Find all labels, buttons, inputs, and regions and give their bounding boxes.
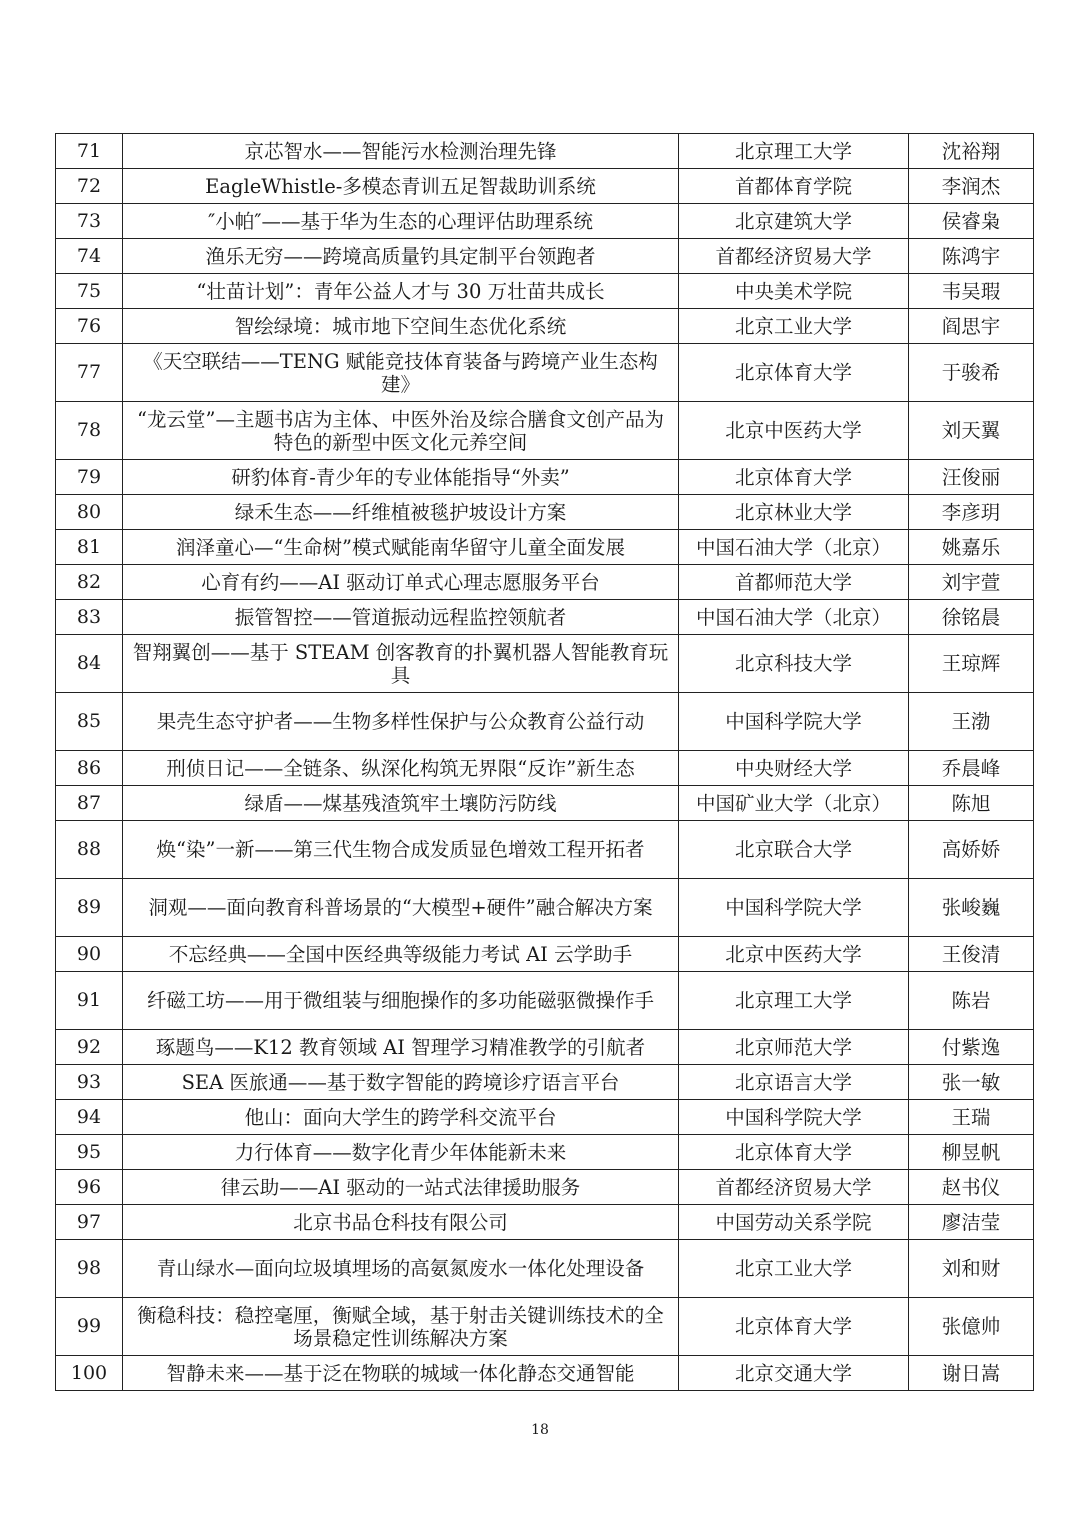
project-name: 绿盾——煤基残渣筑牢土壤防污防线 [123,786,679,821]
school-name: 北京理工大学 [679,134,909,169]
leader-name: 赵书仪 [909,1170,1034,1205]
table-row [56,344,1034,402]
school-name: 北京体育大学 [679,1298,909,1356]
project-name: 青山绿水—面向垃圾填埋场的高氨氮废水一体化处理设备 [123,1240,679,1298]
school-name: 首都体育学院 [679,169,909,204]
row-number: 83 [56,600,123,635]
leader-name: 陈岩 [909,972,1034,1030]
table-row [56,495,1034,530]
school-name: 北京体育大学 [679,344,909,402]
school-name: 北京语言大学 [679,1065,909,1100]
project-name: 刑侦日记——全链条、纵深化构筑无界限“反诈”新生态 [123,751,679,786]
leader-name: 廖洁莹 [909,1205,1034,1240]
school-name: 中国科学院大学 [679,879,909,937]
table-row [56,972,1034,1030]
leader-name: 陈旭 [909,786,1034,821]
row-number: 76 [56,309,123,344]
table-row [56,1240,1034,1298]
project-name: 《天空联结——TENG 赋能竞技体育装备与跨境产业生态构建》 [123,344,679,402]
row-number: 97 [56,1205,123,1240]
table-row [56,1030,1034,1065]
project-name: 不忘经典——全国中医经典等级能力考试 AI 云学助手 [123,937,679,972]
project-name: 力行体育——数字化青少年体能新未来 [123,1135,679,1170]
leader-name: 阎思宇 [909,309,1034,344]
project-name: 研豹体育-青少年的专业体能指导“外卖” [123,460,679,495]
school-name: 北京科技大学 [679,635,909,693]
project-name: 京芯智水——智能污水检测治理先锋 [123,134,679,169]
school-name: 北京联合大学 [679,821,909,879]
table-row [56,1356,1034,1391]
table-row [56,879,1034,937]
leader-name: 侯睿枭 [909,204,1034,239]
project-name: 智翔翼创——基于 STEAM 创客教育的扑翼机器人智能教育玩具 [123,635,679,693]
leader-name: 王瑞 [909,1100,1034,1135]
row-number: 78 [56,402,123,460]
school-name: 北京建筑大学 [679,204,909,239]
project-name: EagleWhistle-多模态青训五足智裁助训系统 [123,169,679,204]
school-name: 北京体育大学 [679,460,909,495]
table-row [56,1298,1034,1356]
project-name: 振管智控——管道振动远程监控领航者 [123,600,679,635]
table-row [56,402,1034,460]
school-name: 首都师范大学 [679,565,909,600]
table-row [56,274,1034,309]
table-row [56,460,1034,495]
project-name: 智绘绿境：城市地下空间生态优化系统 [123,309,679,344]
row-number: 81 [56,530,123,565]
table-row [56,1135,1034,1170]
leader-name: 刘和财 [909,1240,1034,1298]
row-number: 82 [56,565,123,600]
row-number: 74 [56,239,123,274]
school-name: 中国劳动关系学院 [679,1205,909,1240]
table-row [56,821,1034,879]
table-row [56,565,1034,600]
table-row [56,1205,1034,1240]
leader-name: 沈裕翔 [909,134,1034,169]
project-name: 智静未来——基于泛在物联的城域一体化静态交通智能 [123,1356,679,1391]
leader-name: 李润杰 [909,169,1034,204]
school-name: 中国矿业大学（北京） [679,786,909,821]
project-name: 渔乐无穷——跨境高质量钓具定制平台领跑者 [123,239,679,274]
table-row [56,693,1034,751]
row-number: 96 [56,1170,123,1205]
row-number: 79 [56,460,123,495]
leader-name: 张峻巍 [909,879,1034,937]
row-number: 71 [56,134,123,169]
leader-name: 徐铭晨 [909,600,1034,635]
table-row [56,204,1034,239]
row-number: 86 [56,751,123,786]
school-name: 北京交通大学 [679,1356,909,1391]
leader-name: 王俊清 [909,937,1034,972]
leader-name: 韦吴瑕 [909,274,1034,309]
school-name: 首都经济贸易大学 [679,239,909,274]
school-name: 北京工业大学 [679,1240,909,1298]
project-name: 琢题鸟——K12 教育领域 AI 智理学习精准教学的引航者 [123,1030,679,1065]
leader-name: 于骏希 [909,344,1034,402]
row-number: 85 [56,693,123,751]
leader-name: 李彦玥 [909,495,1034,530]
leader-name: 汪俊丽 [909,460,1034,495]
project-name: 绿禾生态——纤维植被毯护坡设计方案 [123,495,679,530]
project-name: 润泽童心—“生命树”模式赋能南华留守儿童全面发展 [123,530,679,565]
table-row [56,600,1034,635]
leader-name: 陈鸿宇 [909,239,1034,274]
table-row [56,786,1034,821]
row-number: 77 [56,344,123,402]
row-number: 92 [56,1030,123,1065]
row-number: 91 [56,972,123,1030]
leader-name: 高娇娇 [909,821,1034,879]
row-number: 93 [56,1065,123,1100]
row-number: 80 [56,495,123,530]
leader-name: 付紫逸 [909,1030,1034,1065]
school-name: 北京中医药大学 [679,937,909,972]
school-name: 北京体育大学 [679,1135,909,1170]
leader-name: 刘宇萱 [909,565,1034,600]
table-row [56,530,1034,565]
table-row [56,937,1034,972]
project-name: ″小帕″——基于华为生态的心理评估助理系统 [123,204,679,239]
school-name: 中国石油大学（北京） [679,530,909,565]
school-name: 北京工业大学 [679,309,909,344]
project-name: 纤磁工坊——用于微组装与细胞操作的多功能磁驱微操作手 [123,972,679,1030]
school-name: 北京理工大学 [679,972,909,1030]
project-name: 北京书品仓科技有限公司 [123,1205,679,1240]
row-number: 98 [56,1240,123,1298]
row-number: 94 [56,1100,123,1135]
project-name: “壮苗计划”：青年公益人才与 30 万壮苗共成长 [123,274,679,309]
project-name: 果壳生态守护者——生物多样性保护与公众教育公益行动 [123,693,679,751]
school-name: 首都经济贸易大学 [679,1170,909,1205]
school-name: 中国石油大学（北京） [679,600,909,635]
row-number: 84 [56,635,123,693]
school-name: 中国科学院大学 [679,1100,909,1135]
leader-name: 乔晨峰 [909,751,1034,786]
school-name: 北京中医药大学 [679,402,909,460]
leader-name: 柳昱帆 [909,1135,1034,1170]
leader-name: 张億帅 [909,1298,1034,1356]
table-row [56,134,1034,169]
table-row [56,239,1034,274]
project-name: 他山：面向大学生的跨学科交流平台 [123,1100,679,1135]
school-name: 中国科学院大学 [679,693,909,751]
row-number: 88 [56,821,123,879]
row-number: 87 [56,786,123,821]
page-number: 18 [531,1422,549,1438]
school-name: 中央财经大学 [679,751,909,786]
table-row [56,751,1034,786]
table-row [56,1170,1034,1205]
leader-name: 王琼辉 [909,635,1034,693]
row-number: 90 [56,937,123,972]
school-name: 中央美术学院 [679,274,909,309]
row-number: 95 [56,1135,123,1170]
project-name: 律云助——AI 驱动的一站式法律援助服务 [123,1170,679,1205]
school-name: 北京师范大学 [679,1030,909,1065]
table-row [56,635,1034,693]
table-row [56,309,1034,344]
leader-name: 谢日嵩 [909,1356,1034,1391]
table-row [56,1100,1034,1135]
row-number: 89 [56,879,123,937]
project-name: 衡稳科技：稳控毫厘，衡赋全域，基于射击关键训练技术的全场景稳定性训练解决方案 [123,1298,679,1356]
project-name: “龙云堂”—主题书店为主体、中医外治及综合膳食文创产品为特色的新型中医文化元养空间 [123,402,679,460]
leader-name: 张一敏 [909,1065,1034,1100]
leader-name: 姚嘉乐 [909,530,1034,565]
project-name: 洞观——面向教育科普场景的“大模型+硬件”融合解决方案 [123,879,679,937]
row-number: 100 [56,1356,123,1391]
project-name: 焕“染”一新——第三代生物合成发质显色增效工程开拓者 [123,821,679,879]
row-number: 73 [56,204,123,239]
school-name: 北京林业大学 [679,495,909,530]
row-number: 72 [56,169,123,204]
table-body [56,134,1034,1391]
row-number: 99 [56,1298,123,1356]
table-row [56,169,1034,204]
table-row [56,1065,1034,1100]
project-table [55,133,1034,1391]
leader-name: 王渤 [909,693,1034,751]
leader-name: 刘天翼 [909,402,1034,460]
row-number: 75 [56,274,123,309]
project-name: SEA 医旅通——基于数字智能的跨境诊疗语言平台 [123,1065,679,1100]
project-name: 心育有约——AI 驱动订单式心理志愿服务平台 [123,565,679,600]
